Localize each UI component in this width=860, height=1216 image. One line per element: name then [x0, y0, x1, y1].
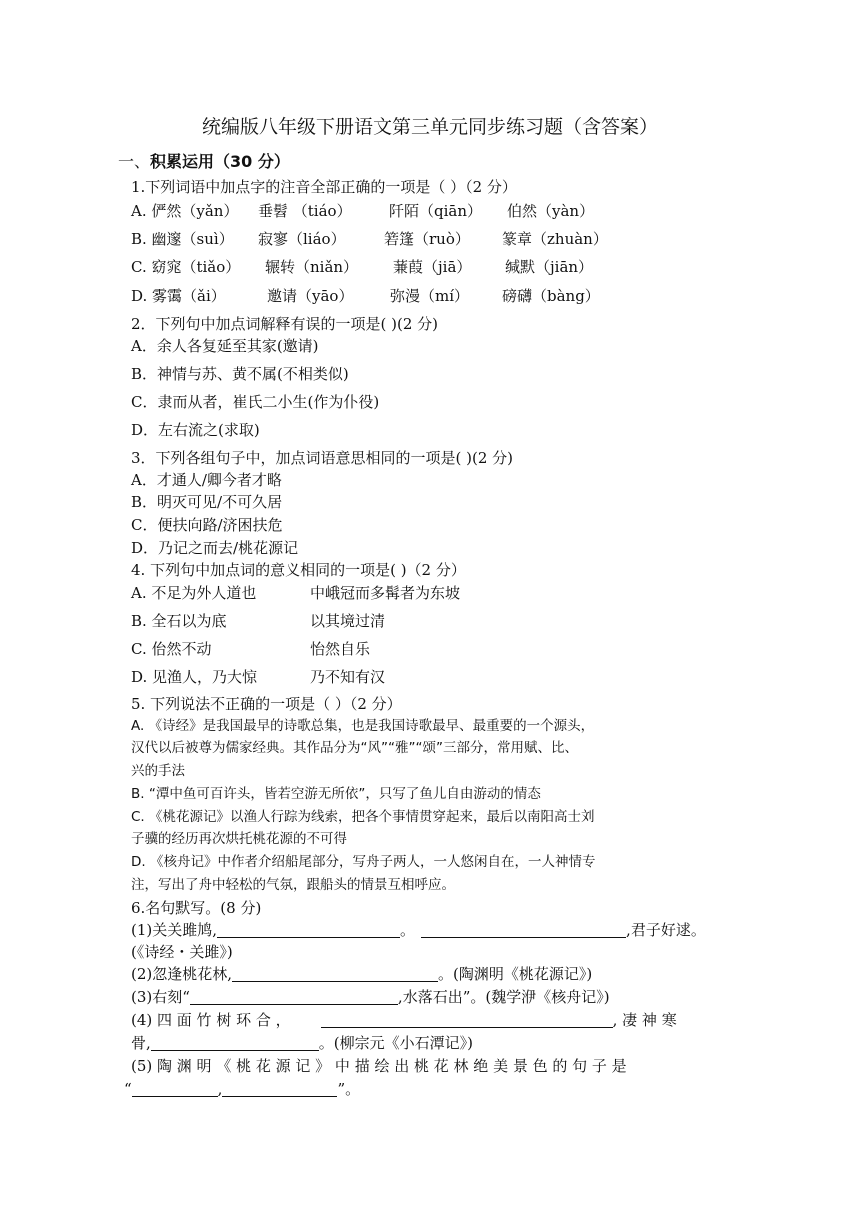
- q5-option-a-line2: 汉代以后被尊为儒家经典。其作品分为“风”“雅”“颂”三部分，常用赋、比、: [131, 740, 578, 756]
- q2-option-b: B．神情与苏、黄不属(不相类似): [131, 365, 349, 383]
- q6-item-1: (1)关关雎鸠, 。 ,君子好逑。: [131, 921, 706, 939]
- q2-stem: 2．下列句中加点词解释有误的一项是( )(2 分): [131, 315, 439, 333]
- section-prefix: 一、: [118, 152, 151, 171]
- q6-item-2: (2)忽逢桃花林, 。(陶渊明《桃花源记》): [131, 965, 593, 983]
- answer-blank[interactable]: [190, 988, 398, 1005]
- q5-option-d-line2: 注，写出了舟中轻松的气氛，跟船头的情景互相呼应。: [131, 877, 455, 893]
- q5-option-a-line3: 兴的手法: [131, 763, 185, 779]
- q6-item-4-cont: 骨, 。(柳宗元《小石潭记》): [131, 1034, 473, 1052]
- q3-option-c: C．便扶向路/济困扶危: [131, 516, 283, 534]
- q5-option-b: B. “潭中鱼可百许头，皆若空游无所依”，只写了鱼儿自由游动的情态: [131, 786, 541, 802]
- q3-stem: 3．下列各组句子中，加点词语意思相同的一项是( )(2 分): [131, 449, 514, 467]
- q5-stem: 5. 下列说法不正确的一项是（ ）（2 分）: [131, 695, 402, 713]
- q1-stem: 1.下列词语中加点字的注音全部正确的一项是（ ）（2 分）: [131, 178, 517, 196]
- q2-option-a: A．余人各复延至其家(邀请): [131, 337, 319, 355]
- section-score: （30 分）: [214, 152, 290, 171]
- q6-item-4: (4) 四 面 竹 树 环 合 ， , 凄 神 寒: [131, 1011, 677, 1029]
- q6-stem: 6.名句默写。(8 分): [131, 899, 262, 917]
- answer-blank[interactable]: [222, 1080, 337, 1097]
- section-heading: [118, 151, 290, 173]
- q2-option-c: C．隶而从者，崔氏二小生(作为仆役): [131, 393, 380, 411]
- answer-blank[interactable]: [421, 921, 626, 938]
- q2-option-d: D．左右流之(求取): [131, 421, 260, 439]
- q6-item-5: (5) 陶 渊 明 《 桃 花 源 记 》 中 描 绘 出 桃 花 林 绝 美 景 色 的 句 子 是: [131, 1057, 627, 1075]
- q5-option-c-line1: C. 《桃花源记》以渔人行踪为线索，把各个事情贯穿起来，最后以南阳高士刘: [131, 809, 595, 825]
- q4-stem: 4. 下列句中加点词的意义相同的一项是( )（2 分）: [131, 561, 466, 579]
- q3-option-d: D．乃记之而去/桃花源记: [131, 539, 299, 557]
- q3-option-a: A．才通人/卿今者才略: [131, 471, 282, 489]
- answer-blank[interactable]: [232, 965, 438, 982]
- q3-option-b: B．明灭可见/不可久居: [131, 493, 283, 511]
- document-page: 统编版八年级下册语文第三单元同步练习题（含答案） 一、积累运用（30 分） 1.下列词语中加点字的注音全部正确的一项是（ ）（2 分） A. 俨然（yǎn） 垂髫 （tiáo） 阡陌（qiān） 伯然（yàn） B. 幽邃（suì） 寂寥（liáo） 箬篷（ruò） 篆章（zhuàn） C. 窈窕（tiǎo） 辗转（niǎn） 蒹葭（jiā） 缄默（jiān） D. 雾霭（ǎi） 邀请（yāo） 弥漫（mí） 磅礴（bàng） 2．下列句中加点词解释有误的一项是( )(2 分) A．余人各复延至其家(邀请) B．神情与苏、黄不属(不相类似) C．隶而从者，崔氏二小生(作为仆役) D．左右流之(求取) 3．下列各组句子中，加点词语意思相同的一项是( )(2 分) A．才通人/卿今者才略 B．明灭可见/不可久居 C．便扶向路/济困扶危 D．乃记之而去/桃花源记 4. 下列句中加点词的意义相同的一项是( )（2 分） A. 不足为外人道也 中峨冠而多髯者为东坡 B. 全石以为底 以其境过清 C. 佁然不动 怡然自乐 D. 见渔人，乃大惊 乃不知有汉 5. 下列说法不正确的一项是（ ）（2 分） A. 《诗经》是我国最早的诗歌总集，也是我国诗歌最早、最重要的一个源头， 汉代以后被尊为儒家经典。其作品分为“风”“雅”“颂”三部分，常用赋、比、 兴的手法 B. “潭中鱼可百许头，皆若空游无所依”，只写了鱼儿自由游动的情态 C. 《桃花源记》以渔人行踪为线索，把各个事情贯穿起来，最后以南阳高士刘 子骥的经历再次烘托桃花源的不可得 D. 《核舟记》中作者介绍船尾部分，写舟子两人，一人悠闲自在，一人神情专 注，写出了舟中轻松的气氛，跟船头的情景互相呼应。 6.名句默写。(8 分) (1)关关雎鸠, 。 ,君子好逑。 (《诗经・关雎》) (2)忽逢桃花林, 。(陶渊明《桃花源记》) (3)右刻“ ,水落石出”。(魏学洢《核舟记》) (4) 四 面 竹 树 环 合 ， , 凄 神 寒 骨, 。(柳宗元《小石潭记》) (5) 陶 渊 明 《 桃 花 源 记 》 中 描 绘 出 桃 花 林 绝 美 景 色 的 句 子 是 “ , ”。: [0, 0, 860, 1216]
- q6-item-3: (3)右刻“ ,水落石出”。(魏学洢《核舟记》): [131, 988, 610, 1006]
- answer-blank[interactable]: [151, 1034, 319, 1051]
- answer-blank[interactable]: [321, 1011, 613, 1028]
- document-title: 统编版八年级下册语文第三单元同步练习题（含答案）: [201, 116, 658, 138]
- answer-blank[interactable]: [132, 1080, 218, 1097]
- answer-blank[interactable]: [217, 921, 400, 938]
- q5-option-d-line1: D. 《核舟记》中作者介绍船尾部分，写舟子两人，一人悠闲自在，一人神情专: [131, 854, 596, 870]
- q5-option-c-line2: 子骥的经历再次烘托桃花源的不可得: [131, 831, 347, 847]
- q6-item-1-source: (《诗经・关雎》): [131, 943, 233, 961]
- q5-option-a-line1: A. 《诗经》是我国最早的诗歌总集，也是我国诗歌最早、最重要的一个源头，: [131, 718, 595, 734]
- section-label: 积累运用: [150, 152, 215, 171]
- q6-item-5-cont: “ , ”。: [124, 1080, 361, 1098]
